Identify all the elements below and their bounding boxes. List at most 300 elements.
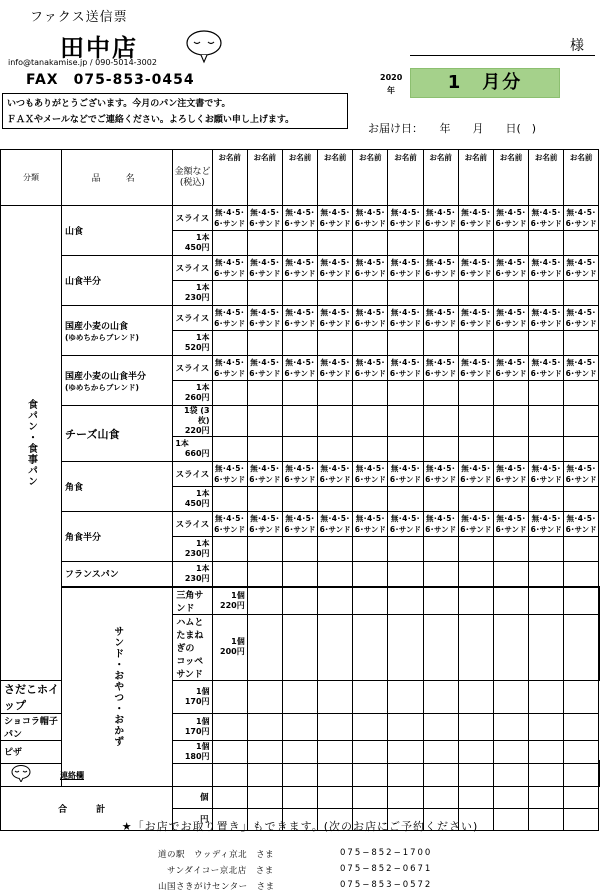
order-cell[interactable] [212,713,247,740]
delivery-date[interactable]: お届け日： 年 月 日( ) [368,122,537,135]
category-text: サンド・おやつ・おかず [111,626,123,747]
order-cell-option[interactable] [529,256,564,281]
order-cell[interactable] [564,331,599,356]
customer-name-field[interactable] [318,150,353,206]
order-cell[interactable] [353,281,388,306]
order-cell[interactable] [318,713,353,740]
order-cell[interactable] [529,331,564,356]
order-cell[interactable] [247,406,282,437]
option-text: 6･サンド [389,475,422,484]
option-text: 6･サンド [460,475,492,484]
customer-name-field[interactable] [458,150,493,206]
order-cell-option[interactable] [529,206,564,231]
option-text: 6･サンド [389,319,422,328]
order-cell[interactable] [493,281,528,306]
order-cell[interactable] [247,713,282,740]
order-cell-option[interactable] [318,306,353,331]
customer-name-field[interactable] [493,150,528,206]
order-cell[interactable] [493,331,528,356]
order-cell-option[interactable] [388,462,423,487]
order-cell[interactable] [529,281,564,306]
order-cell[interactable] [599,614,600,680]
order-cell[interactable] [564,562,599,587]
order-cell-option[interactable] [282,306,317,331]
order-cell[interactable] [564,587,599,615]
option-text: 6･サンド [249,525,281,534]
order-cell[interactable] [423,614,458,680]
order-cell-option[interactable] [423,356,458,381]
order-cell-option[interactable] [247,462,282,487]
order-cell[interactable] [529,487,564,512]
price-unit: 1個 [195,686,210,696]
option-text: 無･4･5･ [285,358,315,367]
option-text: 6･サンド [354,369,386,378]
store-phone: 075−852−1700 [340,848,433,858]
product-name-text: さだこホイップ [4,682,59,712]
order-cell[interactable] [212,406,247,437]
order-cell[interactable] [458,281,493,306]
order-cell-option[interactable] [529,512,564,537]
customer-name-field[interactable] [282,150,317,206]
order-cell[interactable] [353,680,388,713]
option-text: 無･4･5･ [426,358,456,367]
order-cell[interactable] [529,231,564,256]
order-cell-option[interactable] [564,356,599,381]
order-cell[interactable] [353,331,388,356]
order-cell-option[interactable] [353,356,388,381]
option-text: 無･4･5･ [250,258,280,267]
order-cell[interactable] [318,331,353,356]
order-cell[interactable] [353,381,388,406]
order-cell[interactable] [353,406,388,437]
order-cell-option[interactable] [353,462,388,487]
order-cell[interactable] [493,487,528,512]
order-cell[interactable] [282,786,317,808]
option-text: 6･サンド [249,475,281,484]
order-cell[interactable] [318,562,353,587]
order-cell[interactable] [529,713,564,740]
order-cell[interactable] [458,331,493,356]
order-cell[interactable] [423,437,458,462]
order-cell[interactable] [282,381,317,406]
option-text: 6･サンド [319,525,351,534]
order-cell-option[interactable] [458,356,493,381]
order-cell[interactable] [318,406,353,437]
order-cell[interactable] [247,281,282,306]
order-cell[interactable] [353,437,388,462]
option-text: 6･サンド [389,369,422,378]
option-text: 無･4･5･ [215,358,245,367]
order-cell[interactable] [282,713,317,740]
order-cell-option[interactable] [282,356,317,381]
order-cell[interactable] [212,437,247,462]
order-cell-option[interactable] [388,356,423,381]
order-cell-option[interactable] [212,256,247,281]
product-name [62,462,173,512]
order-cell[interactable] [353,786,388,808]
order-cell[interactable] [388,614,423,680]
order-cell[interactable] [318,231,353,256]
price-value: 170円 [184,696,210,706]
order-cell-option[interactable] [247,356,282,381]
store-name: サンダイコー京北店 さま [158,866,274,876]
option-text: 無･4･5･ [355,258,385,267]
option-text: 無･4･5･ [215,464,245,473]
order-cell[interactable] [423,786,458,808]
order-cell-option[interactable] [423,306,458,331]
order-cell[interactable] [282,537,317,562]
order-cell-option[interactable] [564,306,599,331]
price-value: 520円 [184,343,210,352]
order-cell[interactable] [423,487,458,512]
order-cell[interactable] [282,614,317,680]
order-cell[interactable] [388,381,423,406]
option-text: 無･4･5･ [461,464,491,473]
order-cell[interactable] [247,381,282,406]
order-cell[interactable] [493,614,528,680]
order-cell-option[interactable] [423,206,458,231]
order-cell[interactable] [212,680,247,713]
order-cell-option[interactable] [318,512,353,537]
order-cell[interactable] [247,562,282,587]
price-unit: 1本 [175,439,189,448]
order-cell[interactable] [458,381,493,406]
order-cell-option[interactable] [388,206,423,231]
order-cell-option[interactable] [247,206,282,231]
order-cell[interactable] [564,381,599,406]
option-text: 6･サンド [530,369,562,378]
product-name-text: コッペサンド [176,656,204,680]
price-unit: 1本 [195,383,210,392]
product-name-text: 角食 [65,483,84,493]
order-cell[interactable] [247,231,282,256]
order-cell[interactable] [564,281,599,306]
option-text: 6･サンド [284,475,316,484]
order-cell[interactable] [458,680,493,713]
order-cell[interactable] [318,614,353,680]
product-price [173,231,212,256]
order-cell[interactable] [353,487,388,512]
order-cell[interactable] [282,562,317,587]
option-text: 無･4･5･ [215,258,245,267]
order-cell[interactable] [282,406,317,437]
order-cell[interactable] [353,231,388,256]
option-text: 6･サンド [460,219,492,228]
order-cell[interactable] [212,381,247,406]
order-cell[interactable] [318,487,353,512]
product-price [173,331,212,356]
option-text: 無･4･5･ [531,308,561,317]
order-cell[interactable] [423,537,458,562]
order-cell-option[interactable] [318,462,353,487]
order-cell[interactable] [529,786,564,808]
order-cell[interactable] [493,406,528,437]
order-cell[interactable] [458,614,493,680]
order-cell[interactable] [247,487,282,512]
order-cell[interactable] [353,713,388,740]
order-cell[interactable] [493,562,528,587]
order-cell[interactable] [458,406,493,437]
order-cell-option[interactable] [423,256,458,281]
order-cell[interactable] [388,786,423,808]
order-cell[interactable] [212,487,247,512]
order-cell[interactable] [423,587,458,615]
order-cell[interactable] [212,562,247,587]
order-cell-option[interactable] [282,256,317,281]
order-cell[interactable] [564,614,599,680]
order-cell[interactable] [493,381,528,406]
order-cell-option[interactable] [212,462,247,487]
order-cell[interactable] [423,381,458,406]
option-text: 6･サンド [284,525,316,534]
customer-name-field[interactable] [388,150,423,206]
order-cell[interactable] [529,406,564,437]
order-cell[interactable] [423,562,458,587]
order-cell[interactable] [212,281,247,306]
order-cell[interactable] [318,381,353,406]
order-cell[interactable] [564,537,599,562]
option-text: 6･サンド [565,475,597,484]
order-cell[interactable] [564,680,599,713]
customer-name-field[interactable] [247,150,282,206]
order-cell-option[interactable] [318,206,353,231]
order-cell[interactable] [529,587,564,615]
order-cell[interactable] [388,537,423,562]
order-cell-option[interactable] [493,356,528,381]
order-cell[interactable] [282,231,317,256]
order-cell[interactable] [423,281,458,306]
order-cell[interactable] [493,537,528,562]
order-cell[interactable] [247,437,282,462]
customer-name-field[interactable] [353,150,388,206]
order-cell[interactable] [529,614,564,680]
order-cell-option[interactable] [353,306,388,331]
order-cell-option[interactable] [353,512,388,537]
order-cell[interactable] [388,231,423,256]
order-cell[interactable] [599,587,600,615]
order-cell[interactable] [212,231,247,256]
option-text: 無･4･5･ [461,358,491,367]
order-cell[interactable] [388,587,423,615]
order-cell[interactable] [529,381,564,406]
shop-name: 田中店 [60,34,138,62]
product-name-text: ピザ [4,748,23,758]
order-cell[interactable] [564,713,599,740]
order-cell-option[interactable] [247,512,282,537]
price-unit: 1本 [195,333,210,342]
order-cell[interactable] [282,680,317,713]
order-cell[interactable] [458,587,493,615]
option-text: 無･4･5･ [531,258,561,267]
order-cell[interactable] [458,786,493,808]
order-cell[interactable] [318,680,353,713]
order-cell-option[interactable] [423,512,458,537]
price-unit: 1個 [231,590,245,600]
order-cell[interactable] [388,281,423,306]
customer-name-field[interactable] [423,150,458,206]
order-cell-option[interactable] [529,356,564,381]
order-cell[interactable] [458,537,493,562]
order-cell-option[interactable] [564,512,599,537]
order-cell-option[interactable] [212,356,247,381]
order-cell[interactable] [212,331,247,356]
contact-box[interactable] [0,760,600,787]
order-cell[interactable] [388,487,423,512]
order-cell[interactable] [247,680,282,713]
order-cell-option[interactable] [353,256,388,281]
order-cell[interactable] [247,786,282,808]
order-cell[interactable] [388,680,423,713]
order-cell-option[interactable] [493,306,528,331]
product-price [173,713,212,740]
order-cell-option[interactable] [353,206,388,231]
order-cell[interactable] [212,786,247,808]
order-cell[interactable] [458,562,493,587]
option-text: 6･サンド [354,269,386,278]
order-cell[interactable] [458,713,493,740]
order-cell[interactable] [247,587,282,615]
order-cell[interactable] [318,587,353,615]
order-cell-option[interactable] [458,306,493,331]
order-cell[interactable] [423,713,458,740]
order-cell[interactable] [529,562,564,587]
option-text: 6･サンド [214,269,246,278]
price-value: 220円 [184,426,210,435]
option-text: 無･4･5･ [461,514,491,523]
order-cell[interactable] [423,680,458,713]
order-cell[interactable] [493,786,528,808]
order-cell[interactable] [388,331,423,356]
order-cell-option[interactable] [247,306,282,331]
order-cell[interactable] [388,406,423,437]
order-cell[interactable] [564,437,599,462]
price-value: 450円 [184,499,210,508]
order-cell[interactable] [247,537,282,562]
option-text: 6･サンド [565,525,597,534]
order-cell-option[interactable] [564,206,599,231]
order-cell-option[interactable] [388,512,423,537]
order-cell[interactable] [388,713,423,740]
order-cell[interactable] [282,587,317,615]
recipient-line[interactable] [410,55,595,56]
order-cell[interactable] [423,406,458,437]
order-cell[interactable] [493,231,528,256]
name-placeholder: お名前 [288,153,312,162]
order-cell-option[interactable] [282,512,317,537]
product-price [173,381,212,406]
option-text: 6･サンド [354,525,386,534]
order-cell[interactable] [353,537,388,562]
order-cell-option[interactable] [388,306,423,331]
order-cell[interactable] [493,587,528,615]
order-cell[interactable] [423,331,458,356]
option-text: 6･サンド [565,369,597,378]
customer-name-field[interactable] [564,150,599,206]
order-cell[interactable] [458,437,493,462]
option-text: 6･サンド [319,319,351,328]
order-cell[interactable] [282,437,317,462]
product-name-text: ハムとたまねぎの [176,617,204,654]
order-cell[interactable] [564,231,599,256]
order-cell-option[interactable] [493,512,528,537]
order-cell[interactable] [318,281,353,306]
order-cell-option[interactable] [247,256,282,281]
order-cell-option[interactable] [282,206,317,231]
order-cell[interactable] [493,437,528,462]
order-cell-option[interactable] [529,306,564,331]
order-cell[interactable] [212,537,247,562]
slice-text: スライス [175,470,210,480]
order-cell-option[interactable] [388,256,423,281]
order-cell[interactable] [529,437,564,462]
order-cell[interactable] [318,437,353,462]
option-text: 無･4･5･ [215,514,245,523]
order-cell-option[interactable] [564,256,599,281]
order-cell-option[interactable] [318,356,353,381]
order-cell-option[interactable] [529,462,564,487]
order-cell[interactable] [529,537,564,562]
option-text: 6･サンド [495,319,527,328]
order-cell[interactable] [247,331,282,356]
order-cell[interactable] [318,537,353,562]
order-cell[interactable] [458,487,493,512]
order-cell[interactable] [388,562,423,587]
order-cell[interactable] [458,231,493,256]
option-text: 6･サンド [495,369,527,378]
order-cell-option[interactable] [282,462,317,487]
order-cell[interactable] [564,786,599,808]
order-cell-option[interactable] [212,306,247,331]
product-name [62,256,173,306]
order-cell-option[interactable] [423,462,458,487]
order-cell-option[interactable] [458,512,493,537]
option-text: 6･サンド [425,369,457,378]
order-cell-option[interactable] [564,462,599,487]
order-cell[interactable] [529,680,564,713]
customer-name-field[interactable] [529,150,564,206]
order-cell[interactable] [282,331,317,356]
order-cell-option[interactable] [458,462,493,487]
option-text: 6･サンド [530,475,562,484]
order-cell[interactable] [353,587,388,615]
order-cell-option[interactable] [493,206,528,231]
order-cell-option[interactable] [458,256,493,281]
order-cell[interactable] [353,614,388,680]
order-cell-option[interactable] [493,462,528,487]
option-text: 無･4･5･ [285,308,315,317]
order-cell[interactable] [388,437,423,462]
order-cell[interactable] [423,231,458,256]
order-cell-option[interactable] [493,256,528,281]
order-table [0,149,600,831]
order-cell-option[interactable] [212,206,247,231]
order-cell[interactable] [282,487,317,512]
order-cell[interactable] [247,614,282,680]
face-icon [10,764,32,782]
order-cell[interactable] [318,786,353,808]
category-text: 食パン・食事パン [25,398,37,487]
order-cell-option[interactable] [212,512,247,537]
order-cell[interactable] [564,406,599,437]
order-cell[interactable] [493,680,528,713]
order-cell[interactable] [282,281,317,306]
order-cell-option[interactable] [318,256,353,281]
customer-name-field[interactable] [212,150,247,206]
order-cell[interactable] [493,713,528,740]
order-cell-option[interactable] [458,206,493,231]
order-cell[interactable] [353,562,388,587]
order-cell[interactable] [564,487,599,512]
